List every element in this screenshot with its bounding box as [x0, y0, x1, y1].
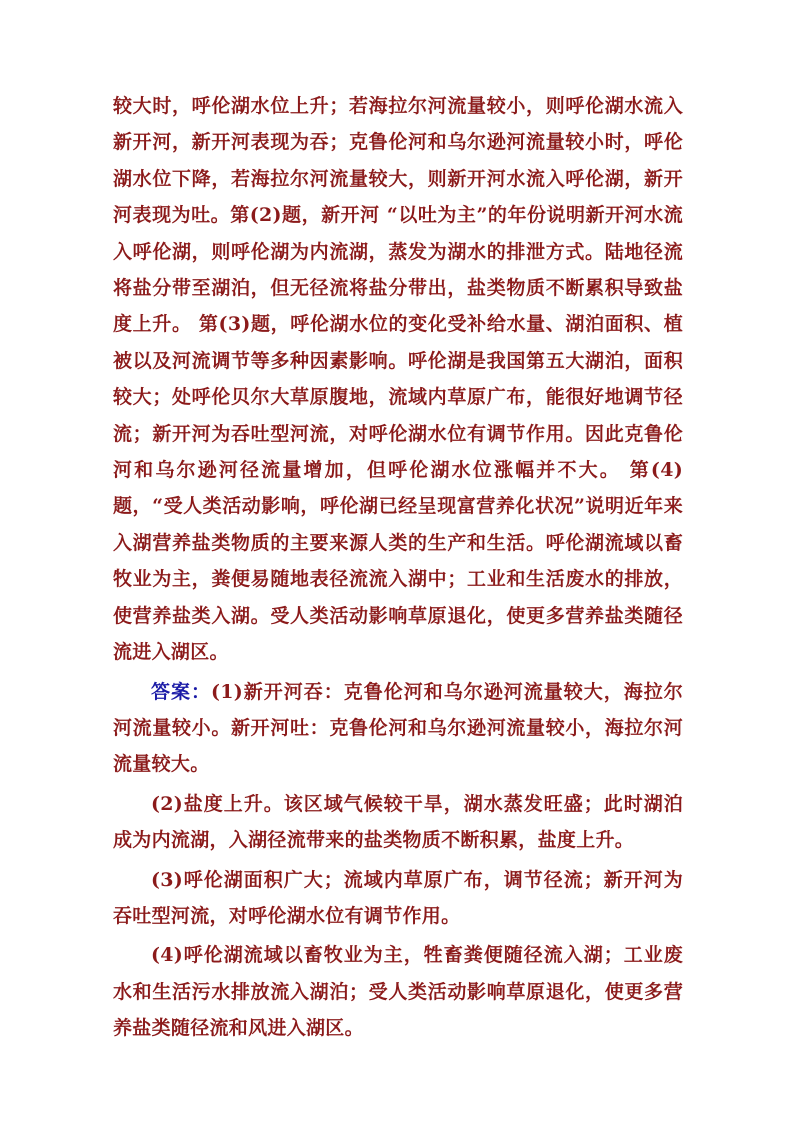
answer-item-4: (4)呼伦湖流域以畜牧业为主，牲畜粪便随径流入湖；工业废水和生活污水排放流入湖泊；受人类活动影响草原退化，使更多营养盐类随径流和风进入湖区。 — [113, 944, 683, 1040]
answer-item-3: (3)呼伦湖面积广大；流域内草原广布，调节径流；新开河为吞吐型河流，对呼伦湖水位有调节作用。 — [113, 868, 683, 927]
answer-item-1-text: (1)新开河吞：克鲁伦河和乌尔逊河流量较大，海拉尔河流量较小。新开河吐：克鲁伦河和乌尔逊河流量较小，海拉尔河流量较大。 — [113, 680, 684, 776]
answer-label: 答案： — [151, 680, 211, 703]
answer-item-2: (2)盐度上升。该区域气候较干旱，湖水蒸发旺盛；此时湖泊成为内流湖，入湖径流带来的盐类物质不断积累，盐度上升。 — [113, 792, 683, 852]
answer-item-1 — [113, 674, 683, 783]
content-block — [113, 88, 683, 1047]
analysis-paragraph: 较大时，呼伦湖水位上升；若海拉尔河流量较小，则呼伦湖水流入新开河，新开河表现为吞；克鲁伦河和乌尔逊河流量较小时，呼伦湖水位下降，若海拉尔河流量较大，则新开河水流入呼伦湖，新开河表现为吐。第(2)题，新开河 “以吐为主”的年份说明新开河水流入呼伦湖，则呼伦湖为内流湖，蒸发为湖水的排泄方式。陆地径流将盐分带至湖泊，但无径流将盐分带出，盐类物质不断累积导致盐度上升。 第(3)题，呼伦湖水位的变化受补给水量、湖泊面积、植被以及河流调节等多种因素影响。呼伦湖是我国第五大湖泊，面积较大；处呼伦贝尔大草原腹地，流域内草原广布，能很好地调节径流；新开河为吞吐型河流，对呼伦湖水位有调节作用。因此克鲁伦河和乌尔逊河径流量增加，但呼伦湖水位涨幅并不大。 第(4)题，“受人类活动影响，呼伦湖已经呈现富营养化状况”说明近年来入湖营养盐类物质的主要来源人类的生产和生活。呼伦湖流域以畜牧业为主，粪便易随地表径流流入湖中；工业和生活废水的排放，使营养盐类入湖。受人类活动影响草原退化，使更多营养盐类随径流进入湖区。 — [113, 95, 684, 664]
